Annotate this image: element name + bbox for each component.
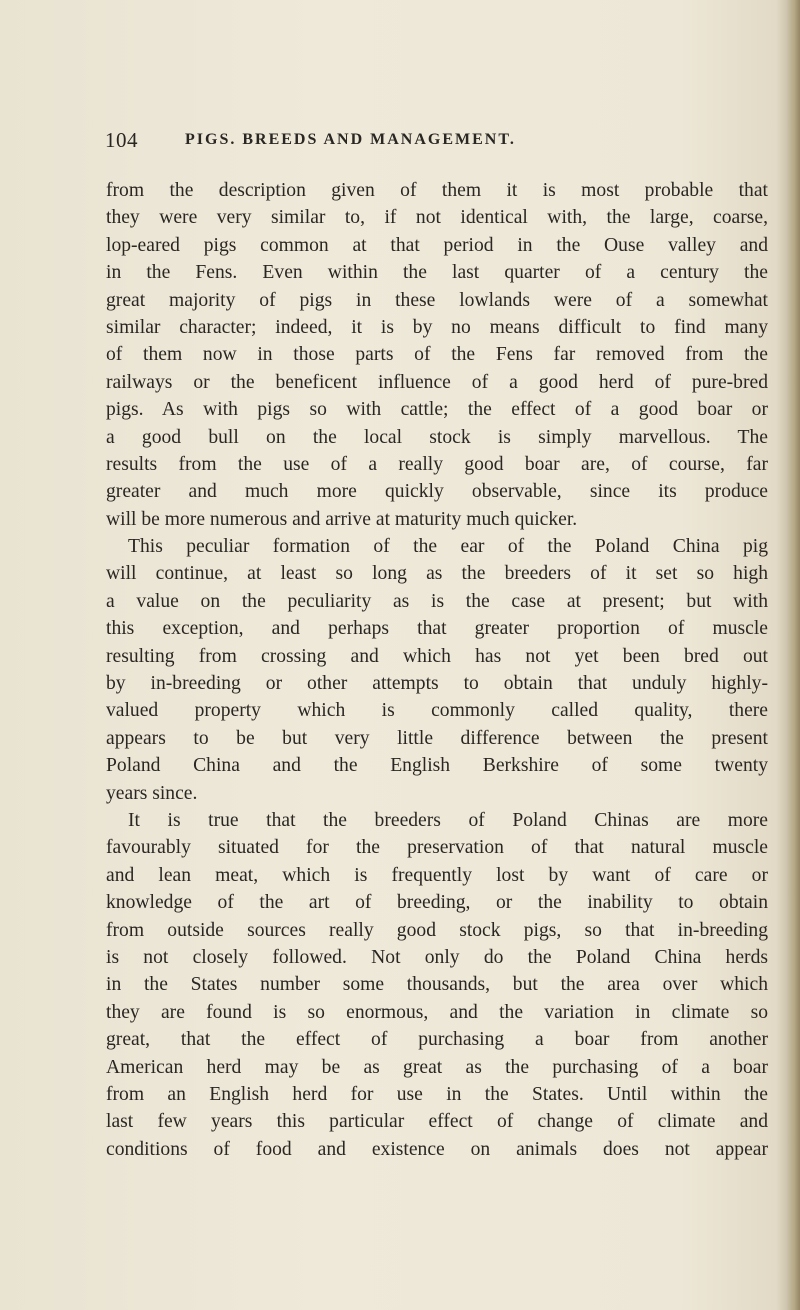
text-line: last few years this particular effect of change of climate and bbox=[106, 1111, 768, 1133]
body-text bbox=[106, 177, 768, 1163]
text-line: a good bull on the local stock is simply marvellous. The bbox=[106, 426, 768, 448]
text-line: favourably situated for the preservation of that natural muscle bbox=[106, 837, 768, 859]
page-number: 104 bbox=[105, 128, 138, 152]
text-line: years since. bbox=[106, 782, 198, 804]
text-line: is not closely followed. Not only do the Poland China herds bbox=[106, 946, 768, 968]
text-line: great majority of pigs in these lowlands were of a somewhat bbox=[106, 289, 768, 311]
text-line: from the description given of them it is most probable that bbox=[106, 180, 768, 201]
text-line: conditions of food and existence on animals does not appear bbox=[106, 1138, 768, 1160]
text-line-paragraph-start: This peculiar formation of the ear of the Poland China pig bbox=[128, 536, 768, 558]
text-line: greater and much more quickly observable, since its produce bbox=[106, 481, 768, 503]
text-line: valued property which is commonly called quality, there bbox=[106, 700, 768, 722]
text-line: from outside sources really good stock pigs, so that in-breeding bbox=[106, 919, 768, 941]
text-line: of them now in those parts of the Fens far removed from the bbox=[106, 344, 768, 366]
text-line: they were very similar to, if not identical with, the large, coarse, bbox=[106, 207, 768, 229]
text-line: American herd may be as great as the purchasing of a boar bbox=[106, 1056, 768, 1078]
text-line: will continue, at least so long as the breeders of it set so high bbox=[106, 563, 768, 585]
text-line: will be more numerous and arrive at maturity much quicker. bbox=[106, 508, 578, 530]
text-line-paragraph-start: It is true that the breeders of Poland Chinas are more bbox=[128, 809, 768, 831]
running-head bbox=[0, 128, 800, 158]
text-line: a value on the peculiarity as is the case at present; but with bbox=[106, 590, 768, 612]
text-line: and lean meat, which is frequently lost by want of care or bbox=[106, 864, 768, 886]
text-line: lop-eared pigs common at that period in the Ouse valley and bbox=[106, 234, 768, 256]
text-line: resulting from crossing and which has not yet been bred out bbox=[106, 645, 768, 667]
text-line: knowledge of the art of breeding, or the inability to obtain bbox=[106, 892, 768, 914]
text-line: by in-breeding or other attempts to obtain that unduly highly- bbox=[106, 673, 768, 695]
text-line: railways or the beneficent influence of a good herd of pure-bred bbox=[106, 371, 768, 393]
text-line: pigs. As with pigs so with cattle; the effect of a good boar or bbox=[106, 399, 768, 421]
text-line: great, that the effect of purchasing a boar from another bbox=[106, 1029, 768, 1051]
text-line: similar character; indeed, it is by no means difficult to find many bbox=[106, 316, 768, 338]
text-line: Poland China and the English Berkshire of some twenty bbox=[106, 755, 768, 777]
text-line: appears to be but very little difference between the present bbox=[106, 727, 768, 749]
text-line: in the States number some thousands, but the area over which bbox=[106, 974, 768, 996]
text-line: results from the use of a really good boar are, of course, far bbox=[106, 453, 768, 475]
running-title: PIGS. BREEDS AND MANAGEMENT. bbox=[185, 131, 516, 148]
page-edge-shadow bbox=[786, 0, 800, 1310]
text-line: from an English herd for use in the States. Until within the bbox=[106, 1083, 768, 1105]
text-line: this exception, and perhaps that greater proportion of muscle bbox=[106, 618, 768, 640]
text-line: they are found is so enormous, and the variation in climate so bbox=[106, 1001, 768, 1023]
text-line: in the Fens. Even within the last quarter of a century the bbox=[106, 262, 768, 284]
